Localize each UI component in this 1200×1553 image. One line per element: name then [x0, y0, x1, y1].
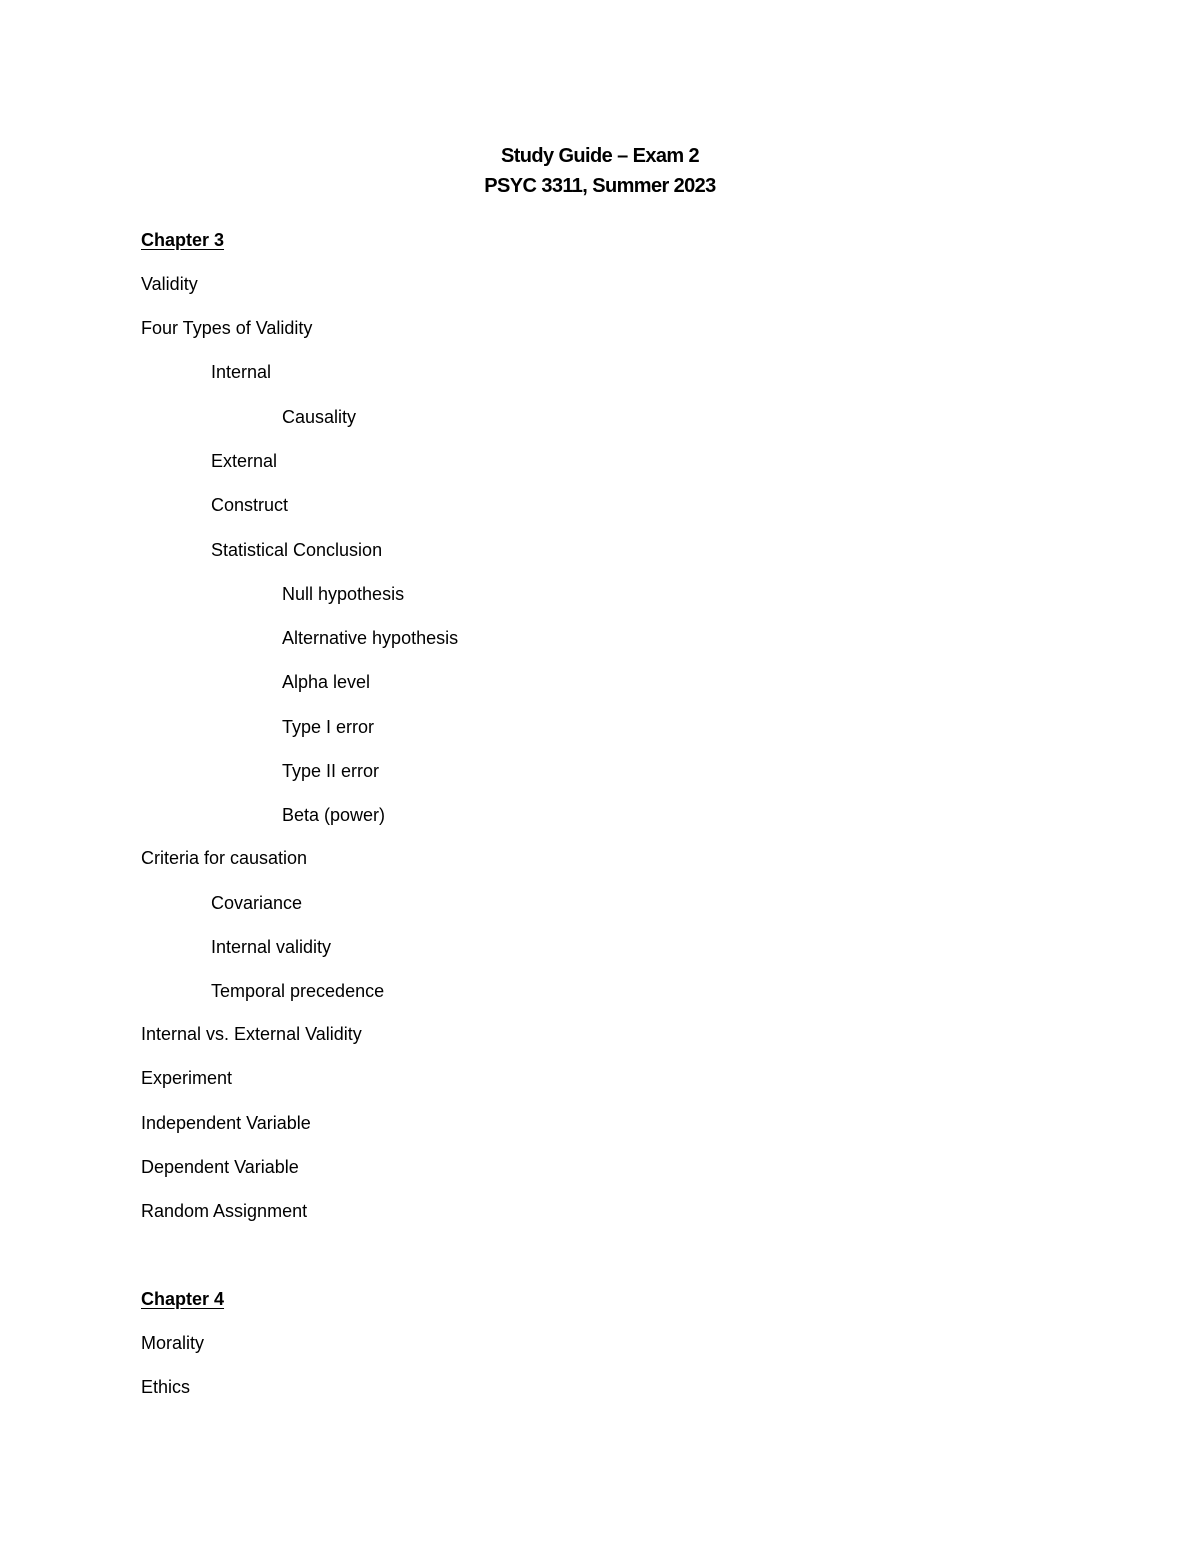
outline-item: Morality [141, 1333, 205, 1353]
outline-subitem: External [211, 451, 278, 471]
chapter-3-heading: Chapter 3 [141, 230, 225, 250]
outline-subitem: Temporal precedence [211, 981, 385, 1001]
outline-item: Validity [141, 274, 198, 294]
outline-subsubitem: Type II error [282, 761, 380, 781]
document-subtitle: PSYC 3311, Summer 2023 [484, 175, 716, 197]
outline-subsubitem: Beta (power) [282, 805, 386, 825]
outline-subsubitem: Causality [282, 407, 357, 427]
outline-item: Criteria for causation [141, 848, 308, 868]
outline-item: Independent Variable [141, 1113, 311, 1133]
outline-item: Experiment [141, 1068, 233, 1088]
outline-subsubitem: Alternative hypothesis [282, 628, 459, 648]
chapter-4-heading: Chapter 4 [141, 1289, 225, 1309]
outline-item: Dependent Variable [141, 1157, 299, 1177]
outline-item: Four Types of Validity [141, 318, 313, 338]
outline-subsubitem: Type I error [282, 717, 375, 737]
outline-subsubitem: Null hypothesis [282, 584, 405, 604]
outline-item: Ethics [141, 1377, 191, 1397]
outline-subitem: Covariance [211, 893, 303, 913]
outline-subsubitem: Alpha level [282, 672, 371, 692]
outline-subitem: Internal validity [211, 937, 332, 957]
outline-item: Internal vs. External Validity [141, 1024, 362, 1044]
outline-item: Random Assignment [141, 1201, 308, 1221]
outline-subitem: Internal [211, 362, 272, 382]
outline-subitem: Statistical Conclusion [211, 540, 383, 560]
outline-subitem: Construct [211, 495, 289, 515]
document-title: Study Guide – Exam 2 [500, 145, 700, 167]
